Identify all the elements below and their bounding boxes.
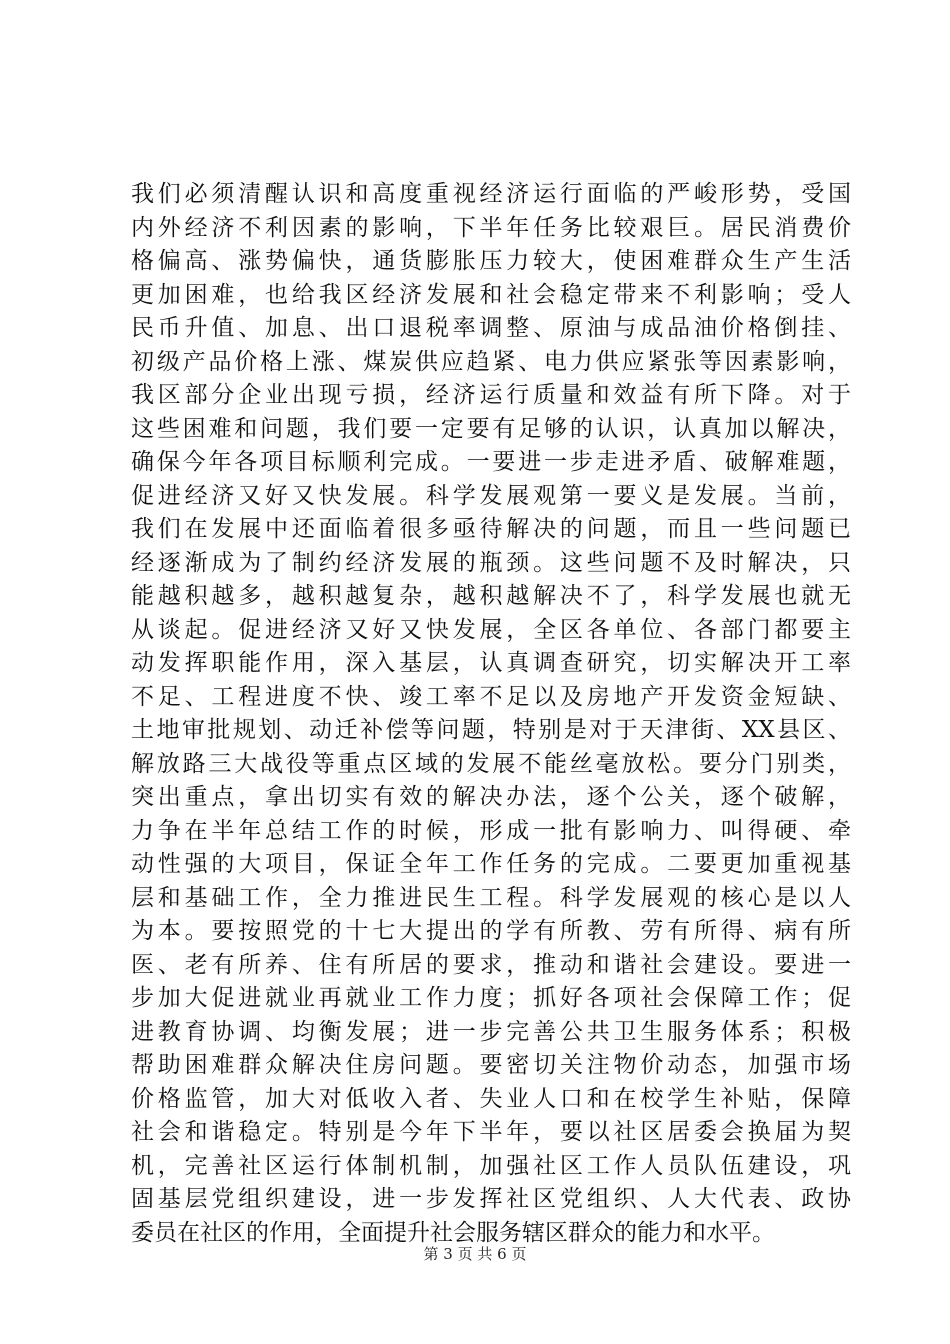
text-line: 力争在半年总结工作的时候，形成一批有影响力、叫得硬、牵 — [131, 817, 851, 844]
text-line: 确保今年各项目标顺利完成。一要进一步走进矛盾、破解难题， — [131, 449, 851, 475]
text-line: 动性强的大项目，保证全年工作任务的完成。二要更加重视基 — [131, 851, 851, 877]
text-line: 初级产品价格上涨、煤炭供应趋紧、电力供应紧张等因素影响， — [131, 348, 851, 375]
text-line: 进教育协调、均衡发展；进一步完善公共卫生服务体系；积极 — [131, 1018, 851, 1045]
text-line: 层和基础工作，全力推进民生工程。科学发展观的核心是以人 — [131, 884, 851, 911]
text-line: 解放路三大战役等重点区域的发展不能丝毫放松。要分门别类， — [131, 750, 851, 777]
text-line: 为本。要按照党的十七大提出的学有所教、劳有所得、病有所 — [131, 918, 851, 944]
text-line: 固基层党组织建设，进一步发挥社区党组织、人大代表、政协 — [131, 1186, 851, 1212]
text-line: 能越积越多，越积越复杂，越积越解决不了，科学发展也就无 — [131, 583, 851, 609]
text-line: 我区部分企业出现亏损，经济运行质量和效益有所下降。对于 — [131, 382, 851, 408]
text-line: 经逐渐成为了制约经济发展的瓶颈。这些问题不及时解决，只 — [131, 549, 851, 576]
text-line: 从谈起。促进经济又好又快发展，全区各单位、各部门都要主 — [131, 616, 851, 643]
text-line: 步加大促进就业再就业工作力度；抓好各项社会保障工作；促 — [131, 985, 851, 1011]
text-line: 突出重点，拿出切实有效的解决办法，逐个公关，逐个破解， — [131, 784, 851, 810]
page-number-footer: 第 3 页 共 6 页 — [423, 1245, 527, 1263]
text-line: 医、老有所养、住有所居的要求，推动和谐社会建设。要进一 — [131, 951, 851, 978]
text-line: 委员在社区的作用，全面提升社会服务辖区群众的能力和水平。 — [131, 1219, 775, 1246]
text-line: 社会和谐稳定。特别是今年下半年，要以社区居委会换届为契 — [131, 1119, 851, 1145]
body-paragraph — [131, 178, 851, 1250]
text-line: 更加困难，也给我区经济发展和社会稳定带来不利影响；受人 — [131, 281, 851, 308]
text-line: 内外经济不利因素的影响，下半年任务比较艰巨。居民消费价 — [131, 214, 851, 241]
text-line: 这些困难和问题，我们要一定要有足够的认识，认真加以解决， — [131, 415, 851, 442]
text-line: 机，完善社区运行体制机制，加强社区工作人员队伍建设，巩 — [131, 1152, 851, 1179]
text-line: 促进经济又好又快发展。科学发展观第一要义是发展。当前， — [131, 482, 851, 509]
text-line: 土地审批规划、动迁补偿等问题，特别是对于天津街、XX县区、 — [131, 717, 851, 743]
text-line: 不足、工程进度不快、竣工率不足以及房地产开发资金短缺、 — [131, 683, 851, 710]
text-line: 我们必须清醒认识和高度重视经济运行面临的严峻形势，受国 — [131, 181, 851, 207]
text-line: 帮助困难群众解决住房问题。要密切关注物价动态，加强市场 — [131, 1052, 851, 1078]
text-line: 民币升值、加息、出口退税率调整、原油与成品油价格倒挂、 — [131, 315, 851, 341]
text-line: 价格监管，加大对低收入者、失业人口和在校学生补贴，保障 — [131, 1085, 851, 1112]
text-line: 我们在发展中还面临着很多亟待解决的问题，而且一些问题已 — [131, 516, 851, 542]
text-line: 格偏高、涨势偏快，通货膨胀压力较大，使困难群众生产生活 — [131, 248, 851, 274]
text-line: 动发挥职能作用，深入基层，认真调查研究，切实解决开工率 — [131, 650, 851, 676]
